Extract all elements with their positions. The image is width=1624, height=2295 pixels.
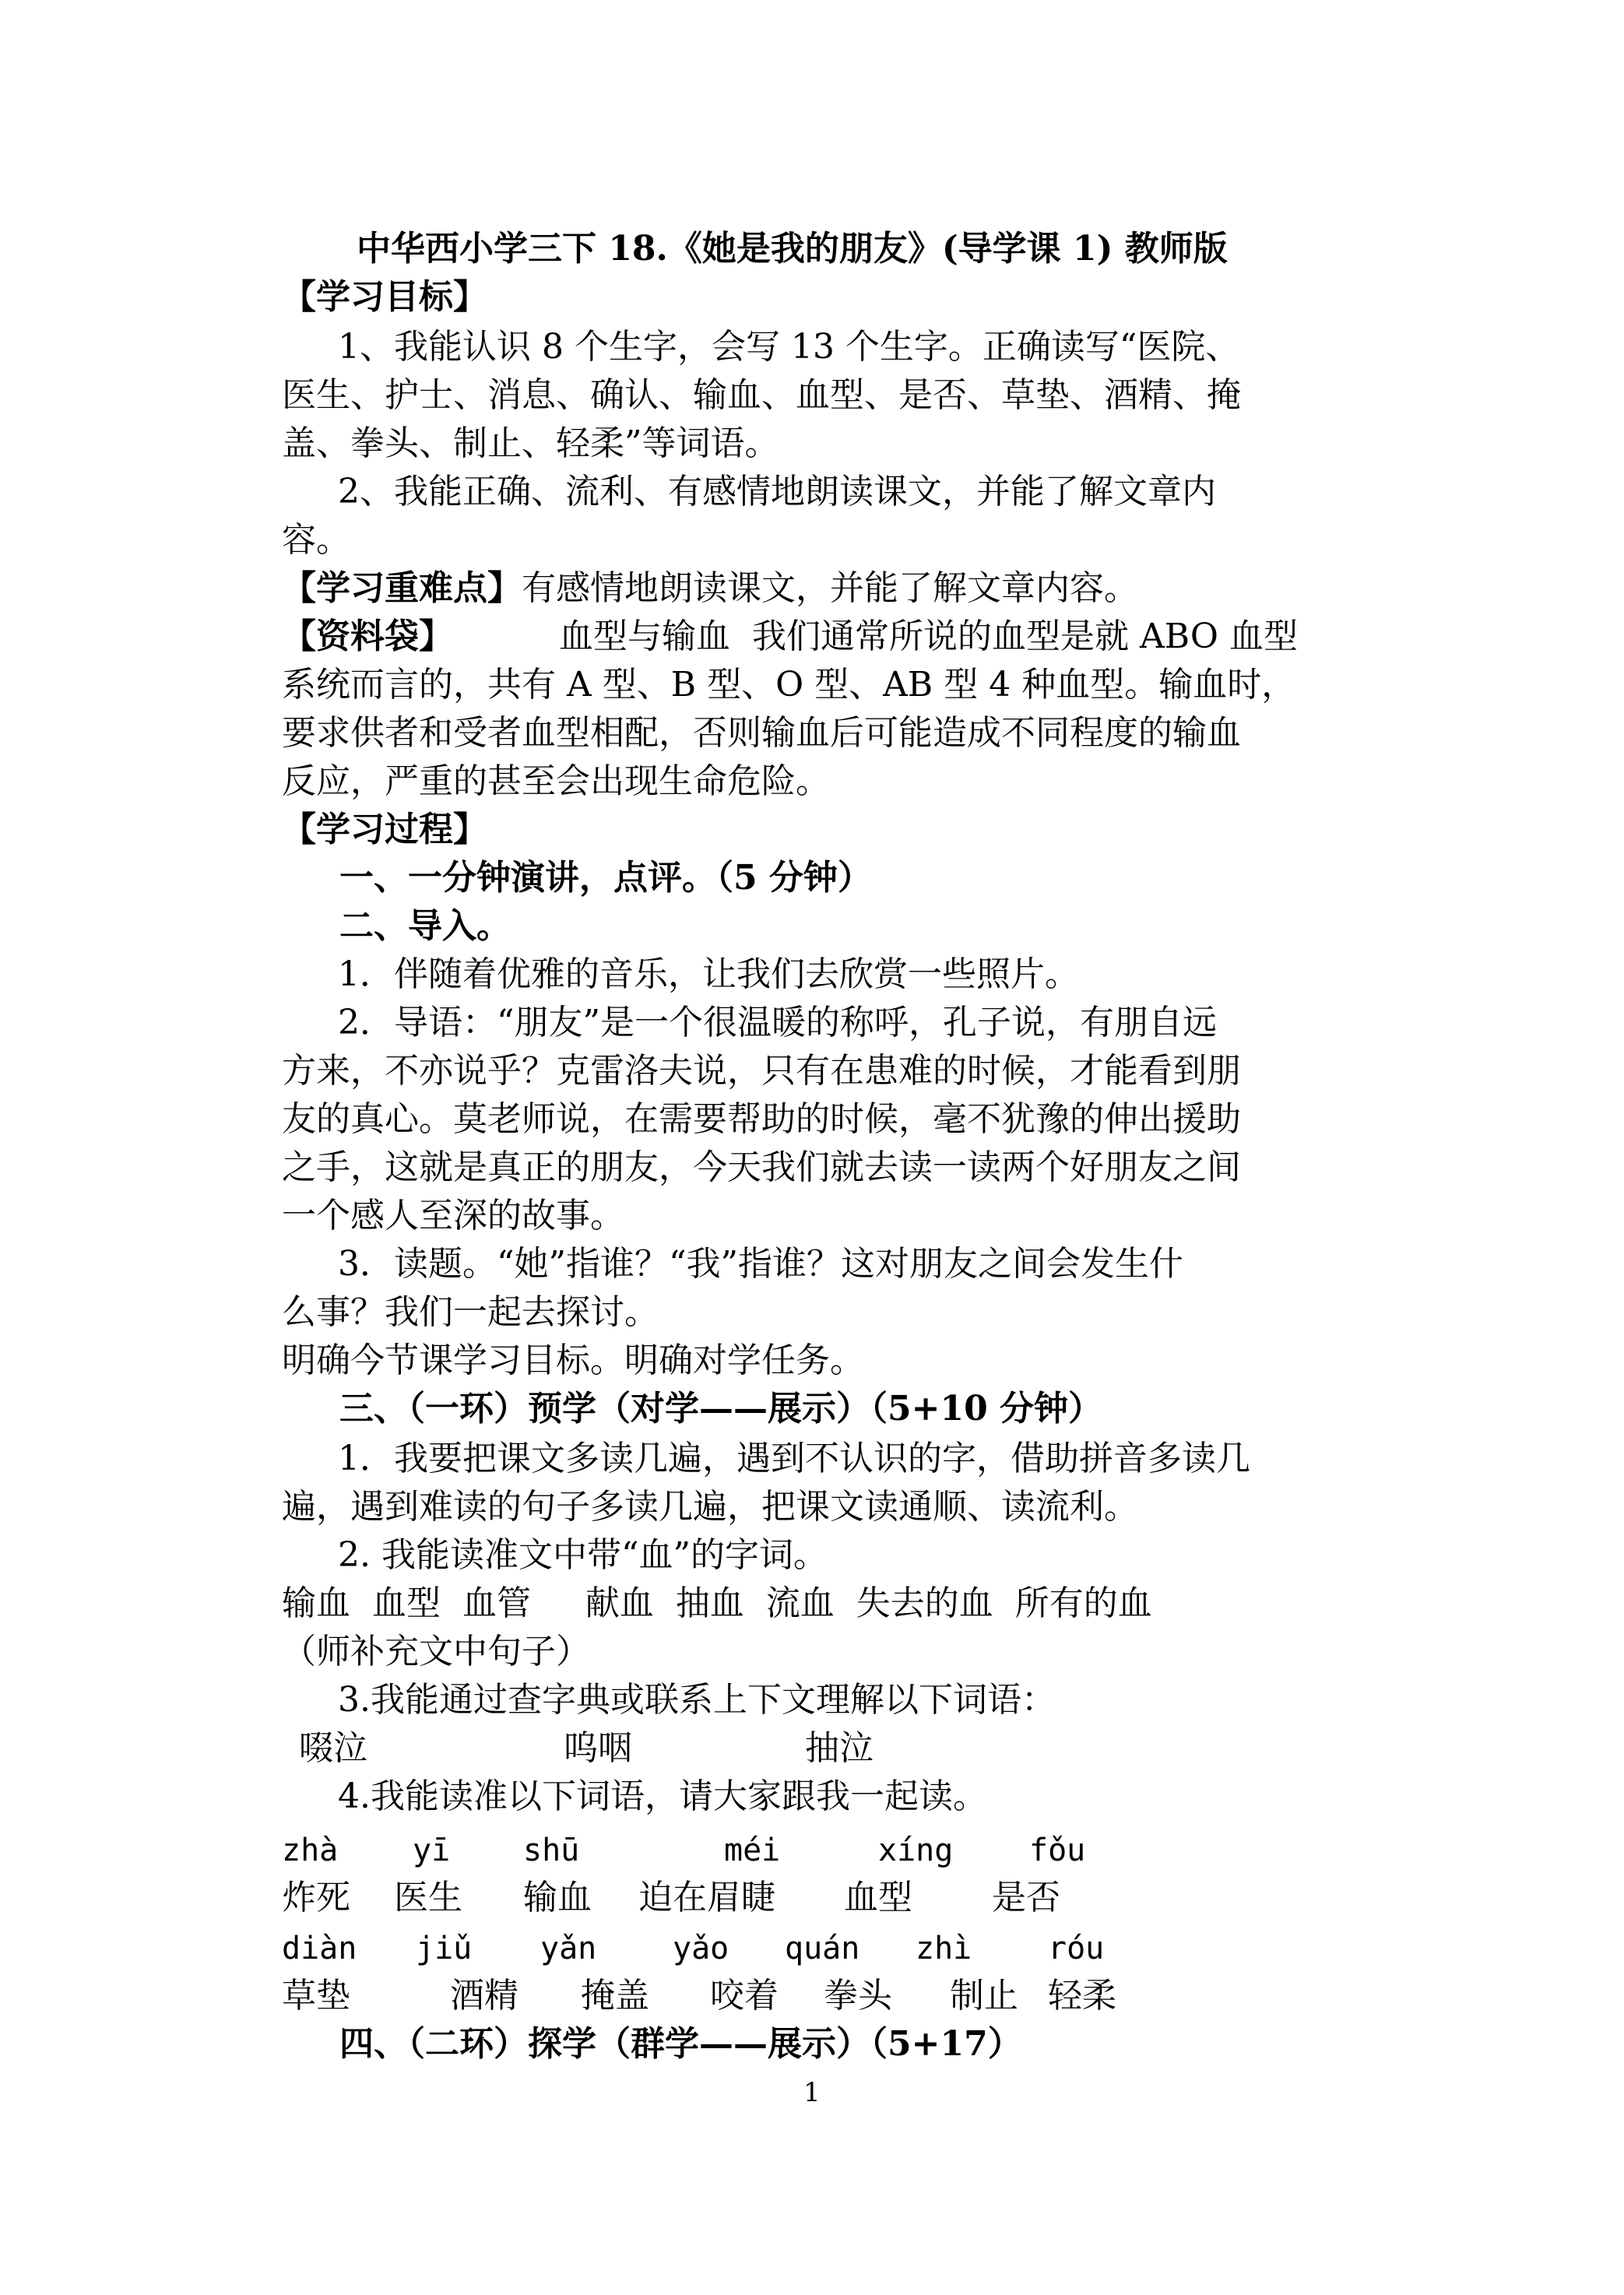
- vocab-word: 啜泣: [299, 1728, 367, 1768]
- objective-line: 医生、护士、消息、确认、输血、血型、是否、草垫、酒精、掩: [282, 375, 1241, 415]
- body-line: 之手，这就是真正的朋友，今天我们就去读一读两个好朋友之间: [282, 1148, 1241, 1187]
- body-line: 友的真心。莫老师说，在需要帮助的时候，毫不犹豫的伸出援助: [282, 1099, 1241, 1139]
- body-line: 1．我要把课文多读几遍，遇到不认识的字，借助拼音多读几: [338, 1439, 1250, 1478]
- objective-line: 2、我能正确、流利、有感情地朗读课文，并能了解文章内: [338, 472, 1216, 511]
- vocab-word: 酒精: [450, 1976, 518, 2016]
- vocab-word: 血型: [844, 1878, 912, 1917]
- vocab-word: 咬着: [710, 1976, 779, 2016]
- objectives-heading: 【学习目标】: [282, 277, 487, 317]
- vocab-word: 草垫: [282, 1976, 350, 2016]
- pinyin: yī: [413, 1833, 451, 1868]
- pinyin: zhì: [916, 1931, 972, 1966]
- info-line: 反应，严重的甚至会出现生命危险。: [282, 761, 830, 801]
- pinyin: quán: [785, 1931, 860, 1966]
- keypoints-paragraph: [282, 567, 1138, 610]
- pinyin: zhà: [282, 1833, 339, 1868]
- keypoints-text: 有感情地朗读课文，并能了解文章内容。: [522, 568, 1138, 608]
- vocab-word: 炸死: [282, 1878, 350, 1917]
- info-line: 血型与输血 我们通常所说的血型是就 ABO 血型: [559, 617, 1298, 656]
- vocab-word: 抽泣: [805, 1728, 874, 1768]
- objective-line: 容。: [282, 520, 350, 560]
- body-line: 明确今节课学习目标。明确对学任务。: [282, 1341, 864, 1380]
- pinyin: róu: [1048, 1931, 1105, 1966]
- teacher-note: （师补充文中句子）: [282, 1632, 590, 1671]
- pinyin: méi: [724, 1833, 781, 1868]
- body-line: 4.我能读准以下词语，请大家跟我一起读。: [338, 1777, 987, 1816]
- vocab-word: 掩盖: [581, 1976, 649, 2016]
- info-heading: 【资料袋】: [282, 617, 453, 656]
- pinyin: diàn: [282, 1931, 357, 1966]
- page-number: 1: [803, 2077, 821, 2108]
- vocab-word: 呜咽: [564, 1728, 632, 1768]
- body-line: 3.我能通过查字典或联系上下文理解以下词语：: [338, 1680, 1056, 1720]
- objective-line: 盖、拳头、制止、轻柔”等词语。: [282, 424, 779, 463]
- vocab-word: 医生: [394, 1878, 462, 1917]
- pinyin: yǎo: [673, 1931, 729, 1966]
- section-heading: 四、（二环）探学（群学——展示）（5+17）: [339, 2024, 1022, 2064]
- body-line: 遍，遇到难读的句子多读几遍，把课文读通顺、读流利。: [282, 1487, 1138, 1527]
- body-line: 方来，不亦说乎？克雷洛夫说，只有在患难的时候，才能看到朋: [282, 1051, 1241, 1091]
- body-line: 3．读题。“她”指谁？“我”指谁？这对朋友之间会发生什: [338, 1244, 1183, 1284]
- vocab-word: 是否: [992, 1878, 1060, 1917]
- document-title: 中华西小学三下 18.《她是我的朋友》(导学课 1) 教师版: [357, 229, 1228, 269]
- body-line: 一个感人至深的故事。: [282, 1196, 624, 1235]
- section-heading: 二、导入。: [339, 906, 511, 946]
- body-line: 1．伴随着优雅的音乐，让我们去欣赏一些照片。: [338, 954, 1079, 994]
- info-line: 系统而言的，共有 A 型、B 型、O 型、AB 型 4 种血型。输血时，: [282, 665, 1296, 705]
- pinyin: yǎn: [540, 1931, 597, 1966]
- body-line: 2．导语：“朋友”是一个很温暖的称呼，孔子说，有朋自远: [338, 1003, 1217, 1042]
- vocab-word: 输血: [523, 1878, 592, 1917]
- pinyin: shū: [523, 1833, 580, 1868]
- section-heading: 三、（一环）预学（对学——展示）（5+10 分钟）: [339, 1389, 1103, 1429]
- pinyin: fǒu: [1029, 1833, 1086, 1868]
- section-heading: 一、一分钟演讲，点评。（5 分钟）: [339, 858, 872, 898]
- vocab-word: 拳头: [824, 1976, 892, 2016]
- word-list: 输血 血型 血管 献血 抽血 流血 失去的血 所有的血: [282, 1583, 1152, 1623]
- body-line: 2. 我能读准文中带“血”的字词。: [338, 1535, 828, 1575]
- pinyin: xíng: [878, 1833, 954, 1868]
- objective-line: 1、我能认识 8 个生字，会写 13 个生字。正确读写“医院、: [338, 327, 1240, 367]
- vocab-word: 制止: [950, 1976, 1018, 2016]
- body-line: 么事？我们一起去探讨。: [282, 1292, 659, 1332]
- pinyin: jiǔ: [416, 1931, 473, 1966]
- vocab-word: 迫在眉睫: [638, 1878, 775, 1917]
- info-line: 要求供者和受者血型相配，否则输血后可能造成不同程度的输血: [282, 713, 1241, 753]
- vocab-word: 轻柔: [1048, 1976, 1116, 2016]
- keypoints-heading: 【学习重难点】: [282, 568, 522, 608]
- process-heading: 【学习过程】: [282, 810, 487, 849]
